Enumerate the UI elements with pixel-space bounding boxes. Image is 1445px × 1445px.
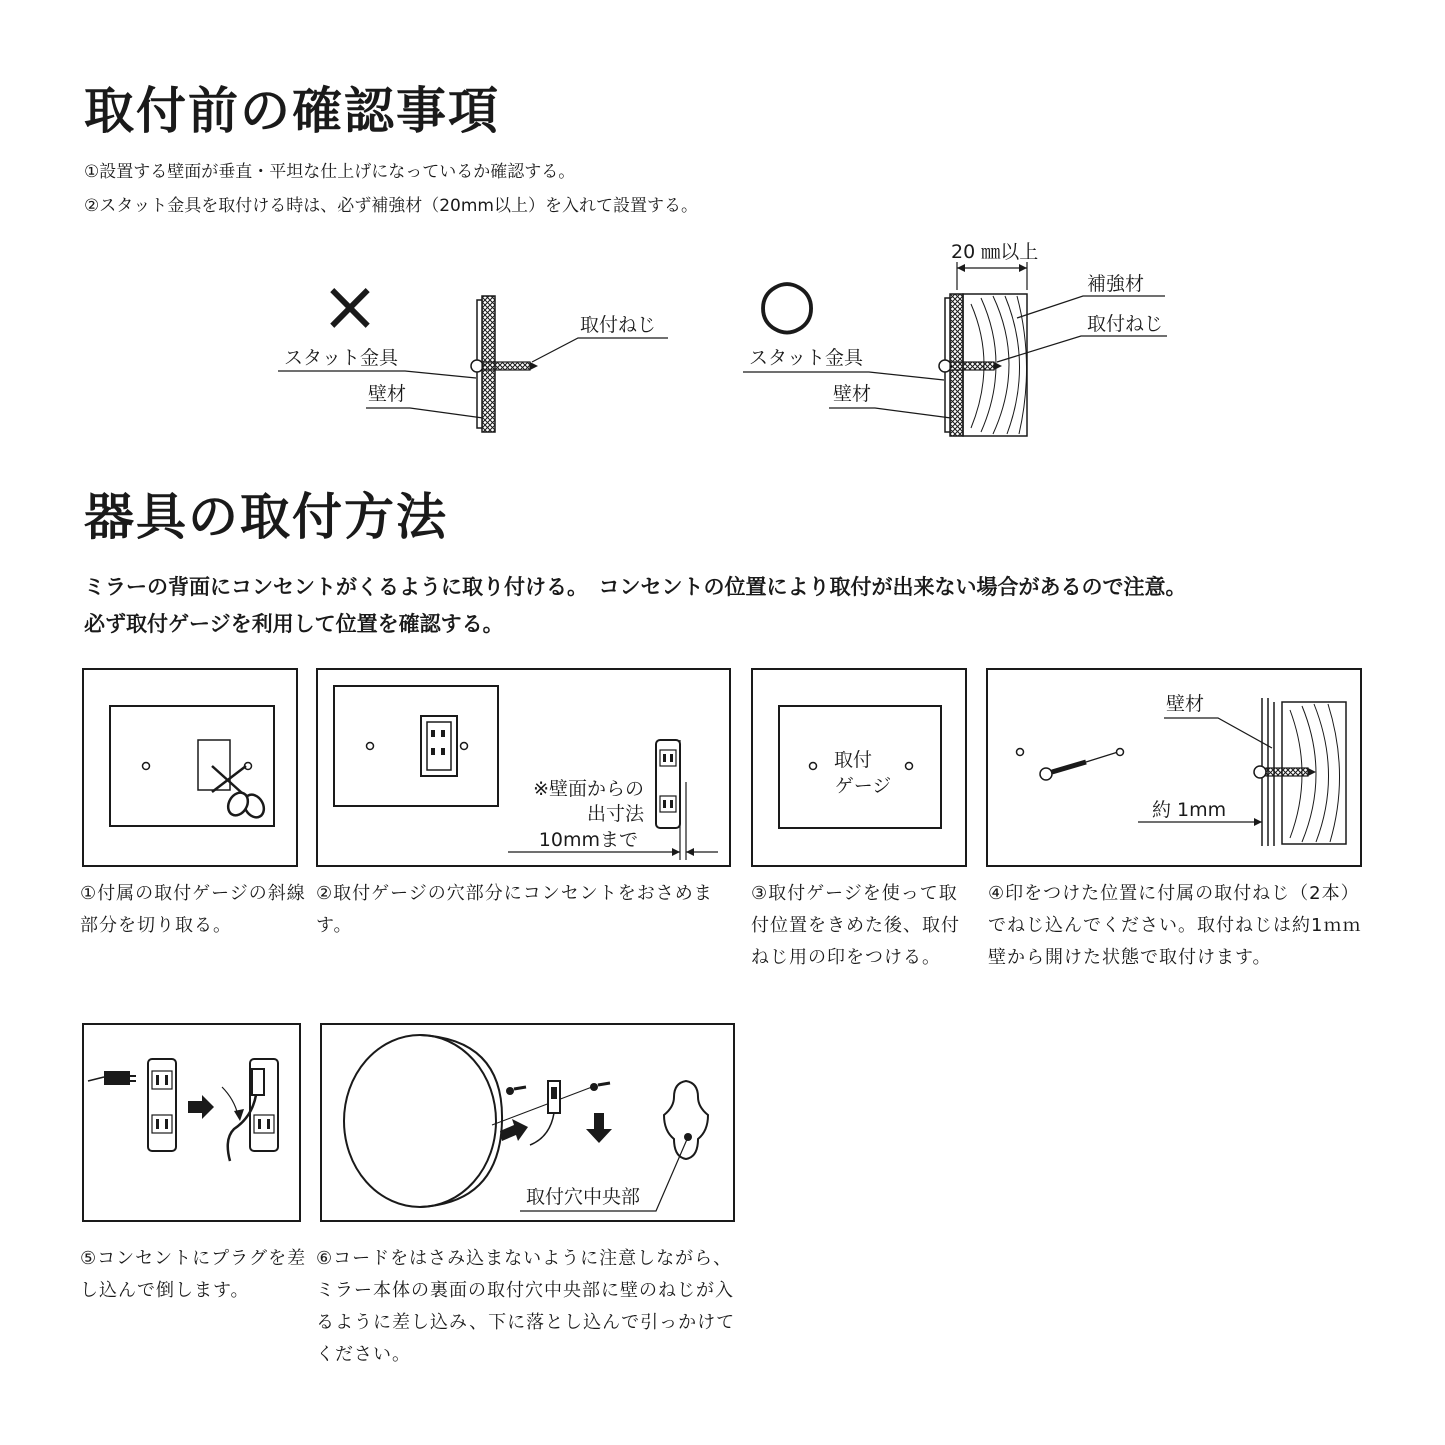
hole-label: 取付穴中央部 [526, 1186, 641, 1208]
step5-caption: ⑤コンセントにプラグを差し込んで倒します。 [80, 1248, 307, 1301]
outlet-icon [148, 1059, 176, 1151]
wrong-mark: × [320, 270, 380, 347]
bracket-label: スタット金具 [284, 347, 399, 369]
step4-caption: ④印をつけた位置に付属の取付ねじ（2本）でねじ込んでください。取付ねじは約1ｍｍ壁から開けた状態で取付けます。 [988, 883, 1362, 968]
bracket-label: スタット金具 [749, 347, 864, 369]
reinforcement-label: 補強材 [1087, 273, 1145, 295]
step2-label-1: ※壁面からの [533, 778, 644, 800]
step3-panel [751, 668, 967, 867]
wall-label: 壁材 [368, 383, 407, 405]
step2-label-3: 10mmまで [538, 829, 638, 851]
arrow-right-icon [188, 1095, 214, 1119]
step4-wall-label: 壁材 [1166, 693, 1205, 715]
wall-label: 壁材 [833, 383, 872, 405]
arrow-insert-icon [500, 1119, 528, 1141]
arrow-down-icon [586, 1113, 612, 1143]
lead-line-2: 必ず取付ゲージを利用して位置を確認する。 [84, 612, 504, 636]
note-1: ①設置する壁面が垂直・平坦な仕上げになっているか確認する。 [84, 162, 576, 182]
outlet-side-icon [656, 740, 680, 828]
screw-icon-installed [1254, 766, 1316, 778]
right-mark: ○ [757, 264, 817, 343]
step4-panel [986, 668, 1362, 867]
screw-label: 取付ねじ [1087, 313, 1164, 335]
step2-caption: ②取付ゲージの穴部分にコンセントをおさめます。 [316, 883, 713, 936]
outlet-icon-plugged [228, 1059, 278, 1161]
diagram-wrong [270, 270, 690, 450]
step5-panel [82, 1023, 301, 1222]
note-2: ②スタット金具を取付ける時は、必ず補強材（20mm以上）を入れて設置する。 [84, 196, 698, 216]
step6-caption: ⑥コードをはさみ込まないように注意しながら、ミラー本体の裏面の取付穴中央部に壁のねじが入るように差し込み、下に落とし込んで引っかけてください。 [316, 1248, 736, 1365]
screw-icon [939, 360, 1002, 372]
gauge-label-2: ゲージ [834, 775, 892, 797]
screw-icon [590, 1083, 610, 1091]
outlet-icon [421, 716, 457, 776]
plug-icon [88, 1071, 136, 1085]
screw-icon [506, 1087, 526, 1095]
screw-icon [471, 360, 538, 372]
keyhole-icon [664, 1081, 708, 1159]
dimension-label: 20 ㎜以上 [951, 241, 1039, 263]
step2-panel [316, 668, 731, 867]
section2-title: 器具の取付方法 [84, 488, 448, 546]
section1-title: 取付前の確認事項 [84, 82, 500, 140]
step2-label-2: 出寸法 [586, 803, 644, 825]
lead-line-1: ミラーの背面にコンセントがくるように取り付ける。 コンセントの位置により取付が出来ない場合があるので注意。 [84, 575, 1187, 599]
step1-panel [82, 668, 298, 867]
outlet-plug-icon [530, 1081, 560, 1145]
step1-caption: ①付属の取付ゲージの斜線部分を切り取る。 [80, 883, 306, 936]
step3-caption: ③取付ゲージを使って取付位置をきめた後、取付ねじ用の印をつける。 [751, 883, 960, 968]
screw-icon [1040, 752, 1118, 780]
gauge-label-1: 取付 [833, 749, 873, 771]
mirror-icon [344, 1035, 502, 1207]
step4-gap-label: 約 1mm [1152, 799, 1227, 821]
screw-label: 取付ねじ [580, 314, 657, 336]
diagram-right [735, 234, 1205, 450]
step6-panel [320, 1023, 735, 1222]
